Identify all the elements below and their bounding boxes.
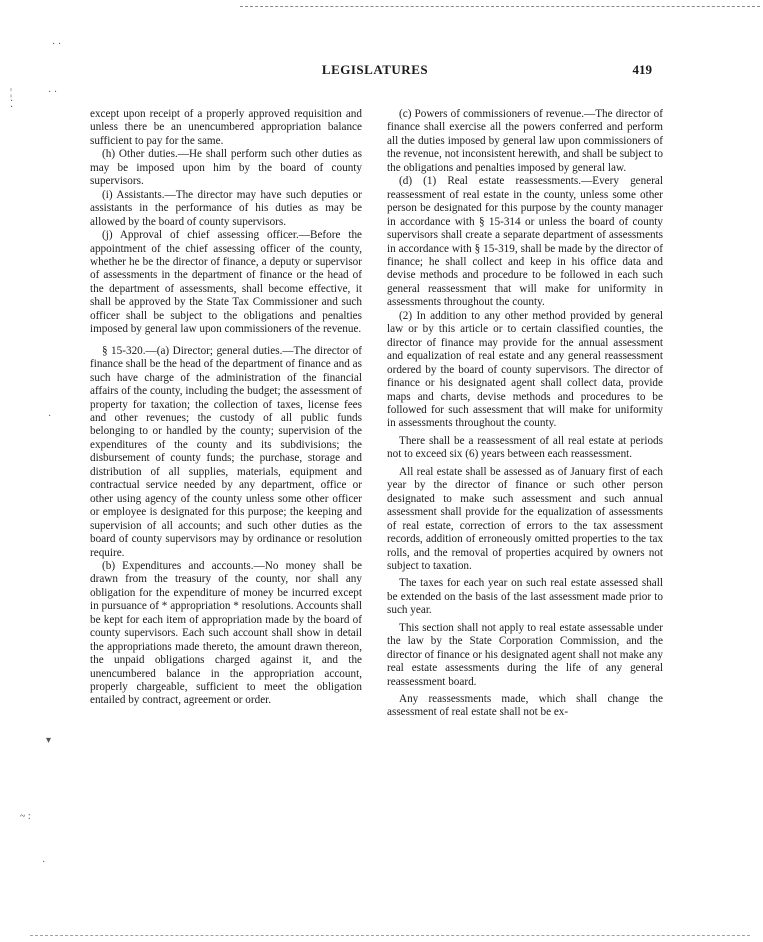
page-number: 419 [632,62,652,77]
left-column [90,108,362,708]
page-header [90,62,660,82]
scan-edge-bottom [30,935,750,936]
paragraph: (2) In addition to any other method provided by general law or by this article or to certain classified counties, the director of finance may provide for the annual assessment and equalization of real estate and any general reassessment ordered by the board of county supervisors. The director of finance or his designated agent shall collect data, provide maps and charts, devise methods and procedures to be followed for such assessment that will make for uniformity in assessments throughout the county. [387,309,663,430]
paragraph: There shall be a reassessment of all real estate at periods not to exceed six (6) years between each reassessment. [387,434,663,461]
scan-speck: ⁚ [10,99,14,110]
right-column [387,108,663,720]
paragraph: (h) Other duties.—He shall perform such other duties as may be imposed upon him by the board of county supervisors. [90,148,362,188]
running-head: LEGISLATURES [321,62,429,77]
scan-edge-top [240,6,760,7]
paragraph: This section shall not apply to real estate assessable under the law by the State Corporation Commission, and the director of finance or his designated agent shall not make any real estate assessments during the life of any general reassessment board. [387,621,663,688]
paragraph: The taxes for each year on such real estate assessed shall be extended on the basis of the last assessment made prior to such year. [387,577,663,617]
scan-speck: ¦ [10,87,13,98]
paragraph: Any reassessments made, which shall change the assessment of real estate shall not be ex- [387,693,663,719]
scan-speck: · [48,411,52,422]
paragraph: (d) (1) Real estate reassessments.—Every general reassessment of real estate in the county, unless some other person be designated for this purpose by the county manager in accordance with § 15-314 or unless the board of county supervisors shall create a separate department of assessments in accordance with § 15-319, shall be made by the director of finance; he shall collect and keep in his office data and devise methods and procedure to be followed in each such general reassessment that will make for uniformity in assessments throughout the county. [387,175,663,309]
paragraph: (i) Assistants.—The director may have such deputies or assistants in the performance of his duties as may be allowed by the board of county supervisors. [90,188,362,228]
paragraph: except upon receipt of a properly approved requisition and unless there be an unencumbered appropriation balance sufficient to pay for the same. [90,108,362,147]
scan-speck: · [42,857,46,868]
scan-speck: · · [52,39,62,50]
scan-speck: · · [48,87,58,98]
scan-speck: ▾ [46,735,52,746]
paragraph: (b) Expenditures and accounts.—No money shall be drawn from the treasury of the county, nor shall any obligation for the expenditure of money be incurred except in pursuance of * appropriation * resolutions. Accounts shall be kept for each item of appropriation made by the board of county supervisors. Each such account shall show in detail the appropriations made thereto, the amount drawn thereon, the unpaid obligations charged against it, and the unencumbered balance in the appropriation account, properly chargeable, sufficient to meet the obligation entailed by contract, agreement or order. [90,559,362,707]
paragraph: (j) Approval of chief assessing officer.—Before the appointment of the chief assessing officer of the county, whether he be the director of finance, a deputy or supervisor of assessments in the department of finance or the head of the department of assessments, shall become effective, it shall be approved by the State Tax Commissioner and such officer shall be subject to the obligations and penalties imposed by general law upon commissioners of the revenue. [90,229,362,336]
section-paragraph: § 15-320.—(a) Director; general duties.—The director of finance shall be the head of the department of finance and as such have charge of the administration of the financial affairs of the county, including the budget; the assessment of property for taxation; the collection of taxes, license fees and other revenues; the custody of all public funds belonging to or handled by the county; supervision of the expenditures of the county and its subdivisions; the disbursement of county funds; the purchase, storage and distribution of all supplies, materials, equipment and contractual service needed by any department, office or other using agency of the county unless some other officer or employee is designated for this purpose; the keeping and supervision of all accounts; and such other duties as the board of county supervisors may by ordinance or resolution require. [90,344,362,559]
paragraph: All real estate shall be assessed as of January first of each year by the director of finance or such other person designated to make such assessment and such annual assessment shall provide for the equalization of assessments of real estate, correction of errors to the tax assessment records, addition of erroneously omitted properties to the tax rolls, and the removal of properties acquired by owners not subject to taxation. [387,465,663,572]
paragraph: (c) Powers of commissioners of revenue.—The director of finance shall exercise all the powers conferred and perform all the duties imposed by general law upon commissioners of the revenue, not inconsistent herewith, and shall be subject to the obligations and penalties imposed by general law. [387,108,663,174]
scan-speck: ~ : [20,811,31,822]
